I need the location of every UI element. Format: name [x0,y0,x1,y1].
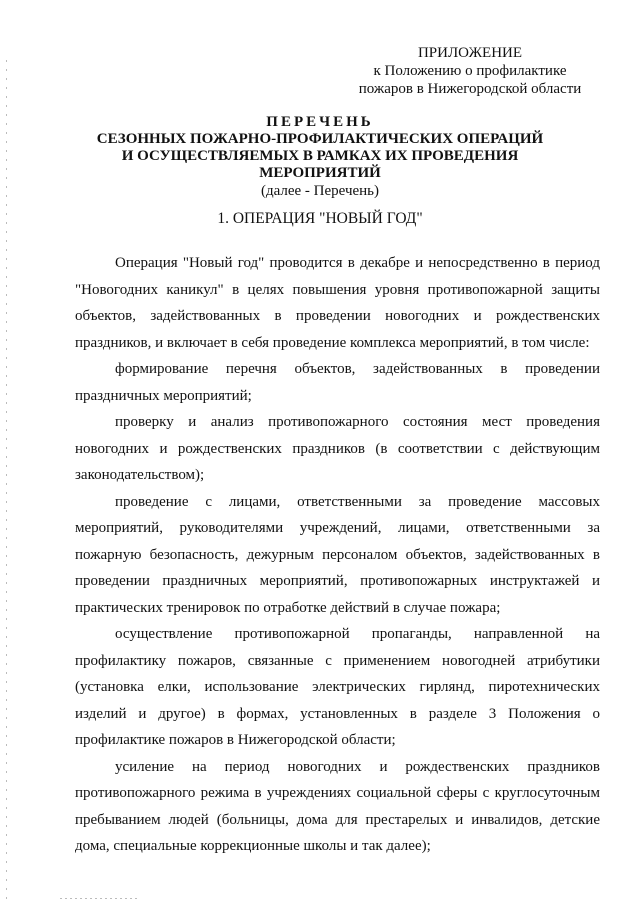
title-line-2: И ОСУЩЕСТВЛЯЕМЫХ В РАМКАХ ИХ ПРОВЕДЕНИЯ [121,148,519,164]
appendix-block [350,44,590,98]
scan-edge-mark [6,60,7,900]
title-note: (далее - Перечень) [260,183,380,199]
paragraph: Операция "Новый год" проводится в декабре и непосредственно в период "Новогодних каникул" в целях повышения уровня противопожарной защиты объектов, задействованных в проведении новогодних и рождественских праздников, и включает в себя проведение комплекса мероприятий, в том числе: [75,255,600,351]
appendix-line-3: пожаров в Нижегородской области [358,81,582,97]
appendix-line-2: к Положению о профилактике [373,63,567,79]
list-item: усиление на период новогодних и рождественских праздников противопожарного режима в учреждениях социальной сферы с круглосуточным пребыванием людей (больницы, дома для престарелых и инвалидов, детские дома, специальные коррекционные школы и так далее); [75,758,600,854]
title-line-1: СЕЗОННЫХ ПОЖАРНО-ПРОФИЛАКТИЧЕСКИХ ОПЕРАЦИЙ [96,131,544,147]
section-heading: 1. ОПЕРАЦИЯ "НОВЫЙ ГОД" [217,210,423,227]
document-body [75,250,600,860]
document-title [40,114,600,200]
list-item: проверку и анализ противопожарного состояния мест проведения новогодних и рождественских праздников (в соответствии с действующим законодательством); [75,414,600,483]
list-item: осуществление противопожарной пропаганды, направленной на профилактику пожаров, связанные с применением новогодней атрибутики (установка елки, использование электрических гирлянд, пиротехнических изделий и другое) в формах, установленных в разделе 3 Положения о профилактике пожаров в Нижегородской области; [75,626,600,748]
list-item: проведение с лицами, ответственными за проведение массовых мероприятий, руководителями учреждений, лицами, ответственными за пожарную безопасность, дежурным персоналом объектов, задействованных в проведении праздничных мероприятий, противопожарных инструктажей и практических тренировок по отработке действий в случае пожара; [75,493,600,616]
appendix-label: ПРИЛОЖЕНИЕ [417,45,523,61]
list-item: формирование перечня объектов, задействованных в проведении праздничных мероприятий; [75,361,600,404]
title-heading: ПЕРЕЧЕНЬ [266,114,374,130]
title-line-3: МЕРОПРИЯТИЙ [259,165,381,181]
scan-foot-mark [60,898,140,899]
